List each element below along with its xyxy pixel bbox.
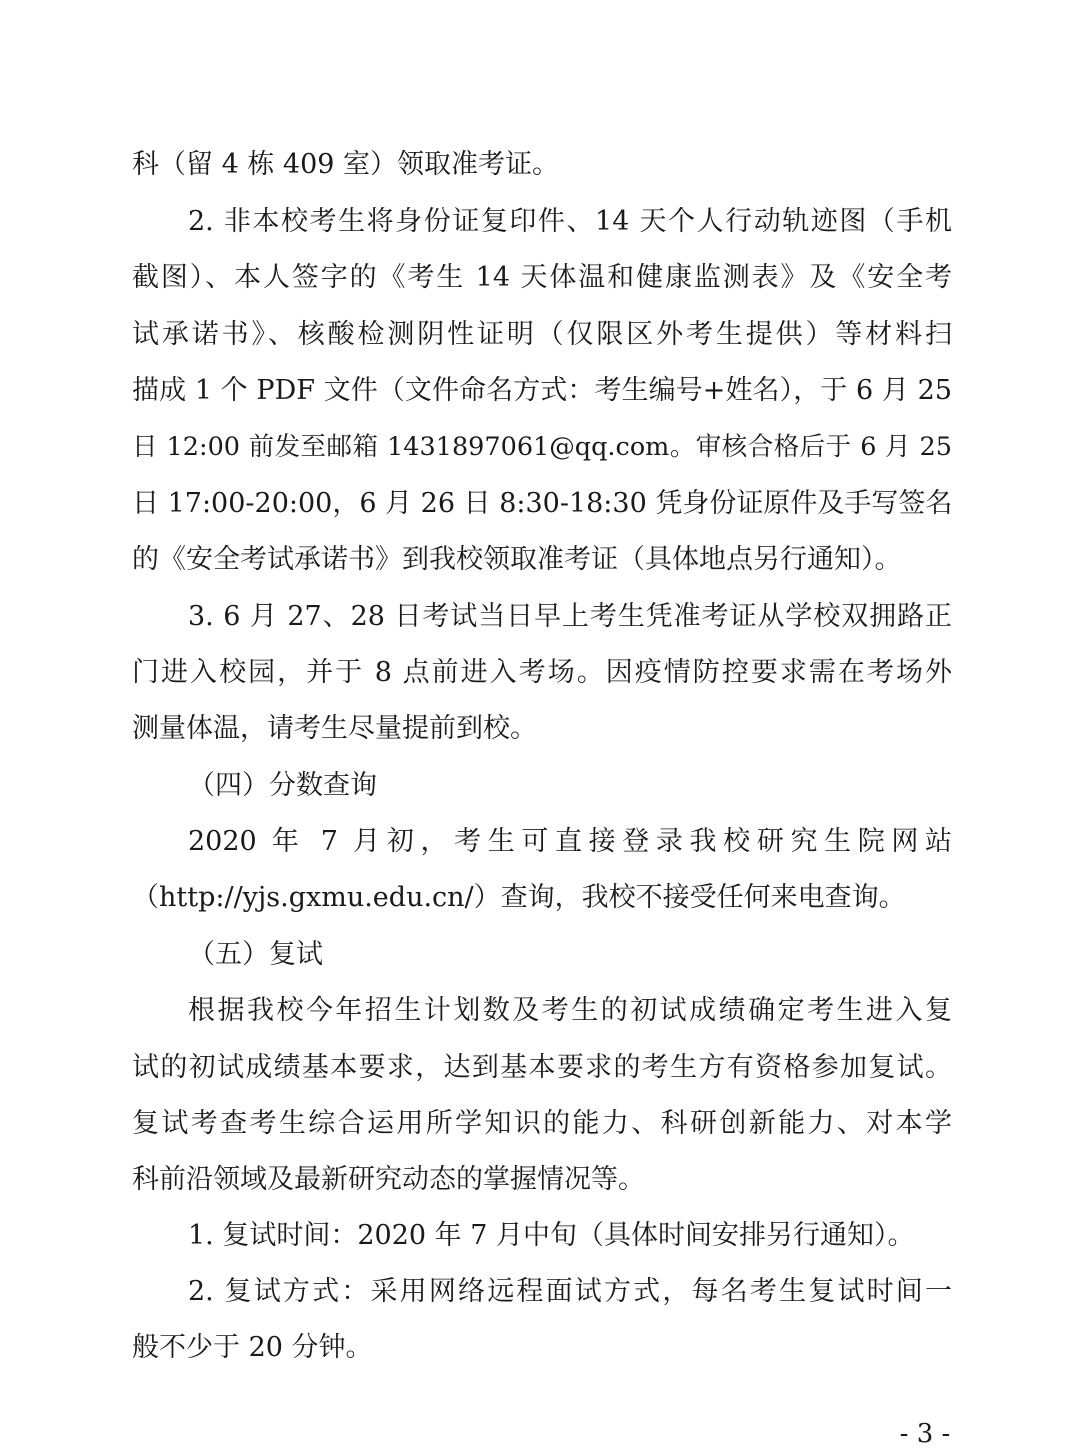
text-line-22: 般不少于 20 分钟。 [132,1332,373,1363]
text-line-7: 日 17:00-20:00，6 月 26 日 8:30-18:30 凭身份证原件及手写签名 [132,488,953,519]
text-line-2: 2. 非本校考生将身份证复印件、14 天个人行动轨迹图（手机 [188,206,952,237]
text-line-4: 试承诺书》、核酸检测阴性证明（仅限区外考生提供）等材料扫 [132,319,952,350]
text-line-17: 试的初试成绩基本要求，达到基本要求的考生方有资格参加复试。 [132,1052,952,1083]
section-heading-score-query: （四）分数查询 [188,770,377,801]
text-line-11: 测量体温，请考生尽量提前到校。 [132,713,537,744]
text-line-9: 3. 6 月 27、28 日考试当日早上考生凭准考证从学校双拥路正 [188,601,952,632]
text-line-1: 科（留 4 栋 409 室）领取准考证。 [132,149,560,180]
section-heading-retest: （五）复试 [188,939,323,970]
text-line-14: （http://yjs.gxmu.edu.cn/）查询，我校不接受任何来电查询。 [132,882,906,913]
text-line-18: 复试考查考生综合运用所学知识的能力、科研创新能力、对本学 [132,1108,952,1139]
text-line-6: 日 12:00 前发至邮箱 1431897061@qq.com。审核合格后于 6 月 25 [132,432,952,462]
text-line-10: 门进入校园，并于 8 点前进入考场。因疫情防控要求需在考场外 [132,657,952,688]
text-line-20: 1. 复试时间：2020 年 7 月中旬（具体时间安排另行通知）。 [188,1220,915,1251]
text-line-19: 科前沿领域及最新研究动态的掌握情况等。 [132,1164,645,1195]
text-line-5: 描成 1 个 PDF 文件（文件命名方式：考生编号+姓名），于 6 月 25 [132,375,952,406]
text-line-16: 根据我校今年招生计划数及考生的初试成绩确定考生进入复 [188,995,952,1026]
text-line-8: 的《安全考试承诺书》到我校领取准考证（具体地点另行通知）。 [132,544,902,575]
text-line-13: 2020 年 7 月初，考生可直接登录我校研究生院网站 [188,826,952,857]
text-line-3: 截图）、本人签字的《考生 14 天体温和健康监测表》及《安全考 [132,262,952,293]
page-number: - 3 - [899,1419,951,1449]
text-line-21: 2. 复试方式：采用网络远程面试方式，每名考生复试时间一 [188,1276,952,1307]
